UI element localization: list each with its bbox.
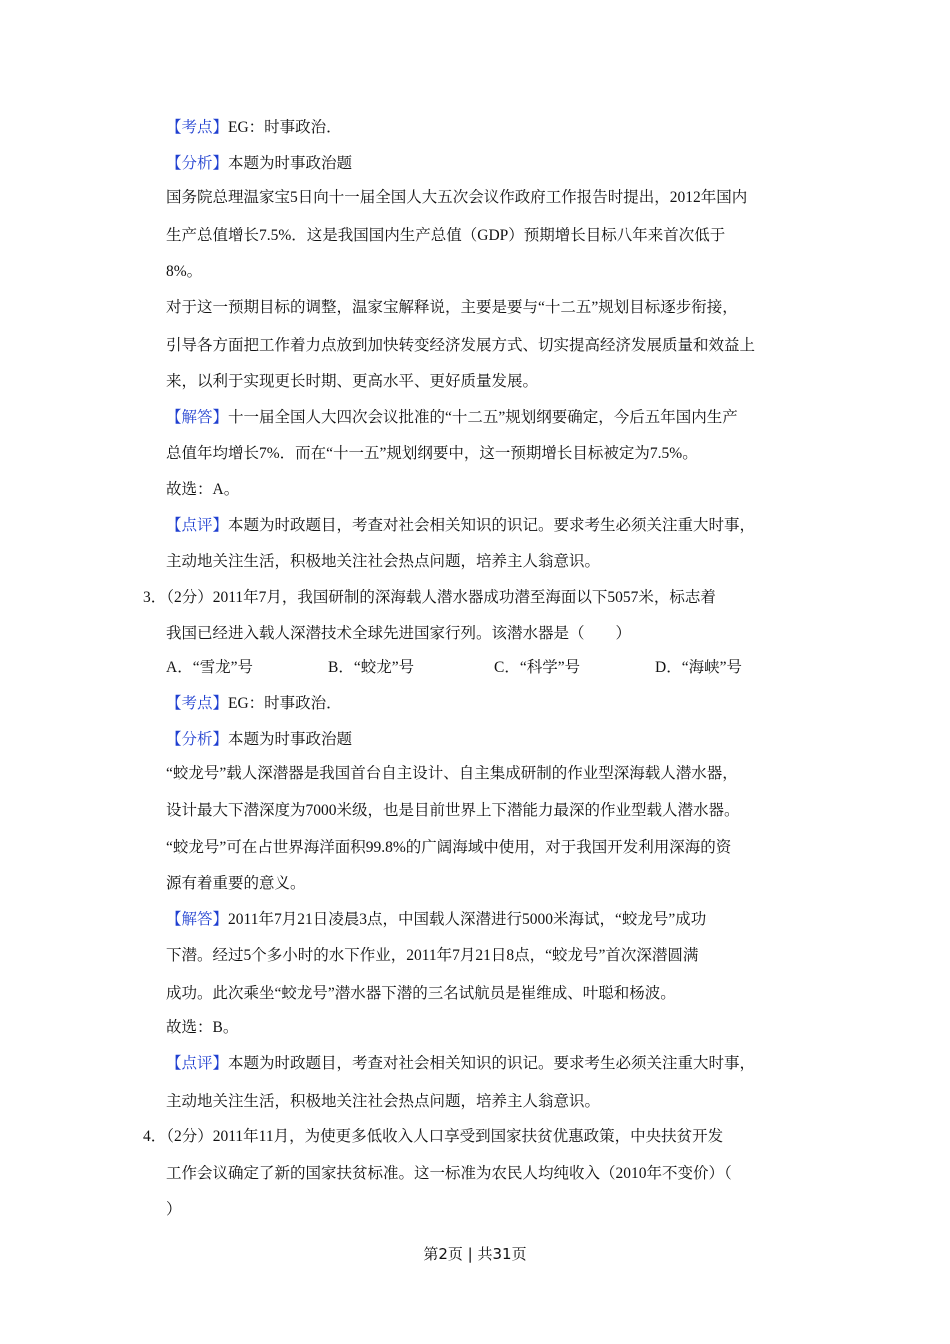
q2-dianping-line: 主动地关注生活，积极地关注社会热点问题，培养主人翁意识。	[166, 553, 601, 570]
q3-answer: 故选：B。	[166, 1019, 239, 1036]
option-c: C．“科学”号	[494, 659, 581, 676]
q4-stem-line: 工作会议确定了新的国家扶贫标准。这一标准为农民人均纯收入（2010年不变价）（	[166, 1165, 732, 1182]
q2-dianping: 【点评】本题为时政题目，考查对社会相关知识的识记。要求考生必须关注重大时事，	[166, 517, 756, 534]
q2-kaodian: 【考点】EG：时事政治．	[166, 119, 342, 136]
q2-jieda: 【解答】十一届全国人大四次会议批准的“十二五”规划纲要确定，今后五年国内生产	[166, 409, 738, 426]
q3-kaodian: 【考点】EG：时事政治．	[166, 695, 342, 712]
q2-analysis-line: 引导各方面把工作着力点放到加快转变经济发展方式、切实提高经济发展质量和效益上	[166, 337, 756, 354]
fenxi-label: 【分析】	[166, 155, 229, 172]
option-b: B．“蛟龙”号	[328, 659, 415, 676]
dianping-label: 【点评】	[166, 1055, 229, 1072]
q2-answer: 故选：A。	[166, 481, 240, 498]
q3-fenxi: 【分析】本题为时事政治题	[166, 731, 353, 748]
q3-analysis-line: “蛟龙号”可在占世界海洋面积99.8%的广阔海域中使用，对于我国开发利用深海的资	[166, 839, 732, 856]
q2-jieda-line: 总值年均增长7%．而在“十一五”规划纲要中，这一预期增长目标被定为7.5%。	[166, 445, 698, 462]
fenxi-label: 【分析】	[166, 731, 229, 748]
jieda-label: 【解答】	[166, 409, 229, 426]
q2-analysis-line: 对于这一预期目标的调整，温家宝解释说，主要是要与“十二五”规划目标逐步衔接，	[166, 299, 738, 316]
q3-dianping-line: 主动地关注生活，积极地关注社会热点问题，培养主人翁意识。	[166, 1093, 601, 1110]
q3-analysis-line: 设计最大下潜深度为7000米级，也是目前世界上下潜能力最深的作业型载人潜水器。	[166, 802, 740, 819]
q3-jieda: 【解答】2011年7月21日凌晨3点，中国载人深潜进行5000米海试，“蛟龙号”成功	[166, 911, 707, 928]
kaodian-label: 【考点】	[166, 695, 229, 712]
q3-dianping: 【点评】本题为时政题目，考查对社会相关知识的识记。要求考生必须关注重大时事，	[166, 1055, 756, 1072]
q3-stem: 3．（2分）2011年7月，我国研制的深海载人潜水器成功潜至海面以下5057米，标志着	[143, 589, 716, 606]
q3-jieda-line: 下潜。经过5个多小时的水下作业，2011年7月21日8点，“蛟龙号”首次深潜圆满	[166, 947, 699, 964]
kaodian-label: 【考点】	[166, 119, 229, 136]
q2-fenxi: 【分析】本题为时事政治题	[166, 155, 353, 172]
q2-analysis-line: 生产总值增长7.5%．这是我国国内生产总值（GDP）预期增长目标八年来首次低于	[166, 227, 726, 244]
q3-stem-line: 我国已经进入载人深潜技术全球先进国家行列。该潜水器是（ ）	[166, 625, 632, 642]
option-d: D．“海峡”号	[655, 659, 742, 676]
q3-analysis-line: 源有着重要的意义。	[166, 875, 306, 892]
q2-analysis-line: 8%。	[166, 263, 203, 280]
page-indicator: 第2页 | 共31页	[423, 1245, 527, 1263]
q3-jieda-line: 成功。此次乘坐“蛟龙号”潜水器下潜的三名试航员是崔维成、叶聪和杨波。	[166, 985, 676, 1002]
option-a: A．“雪龙”号	[166, 659, 253, 676]
q2-analysis-line: 来，以利于实现更长时期、更高水平、更好质量发展。	[166, 373, 539, 390]
q3-analysis-line: “蛟龙号”载人深潜器是我国首台自主设计、自主集成研制的作业型深海载人潜水器，	[166, 765, 738, 782]
q4-stem-line: ）	[166, 1201, 182, 1218]
jieda-label: 【解答】	[166, 911, 229, 928]
dianping-label: 【点评】	[166, 517, 229, 534]
q4-stem: 4．（2分）2011年11月，为使更多低收入人口享受到国家扶贫优惠政策，中央扶贫开发	[143, 1128, 724, 1145]
q2-analysis-line: 国务院总理温家宝5日向十一届全国人大五次会议作政府工作报告时提出，2012年国内	[166, 189, 748, 206]
q3-options	[166, 658, 742, 678]
